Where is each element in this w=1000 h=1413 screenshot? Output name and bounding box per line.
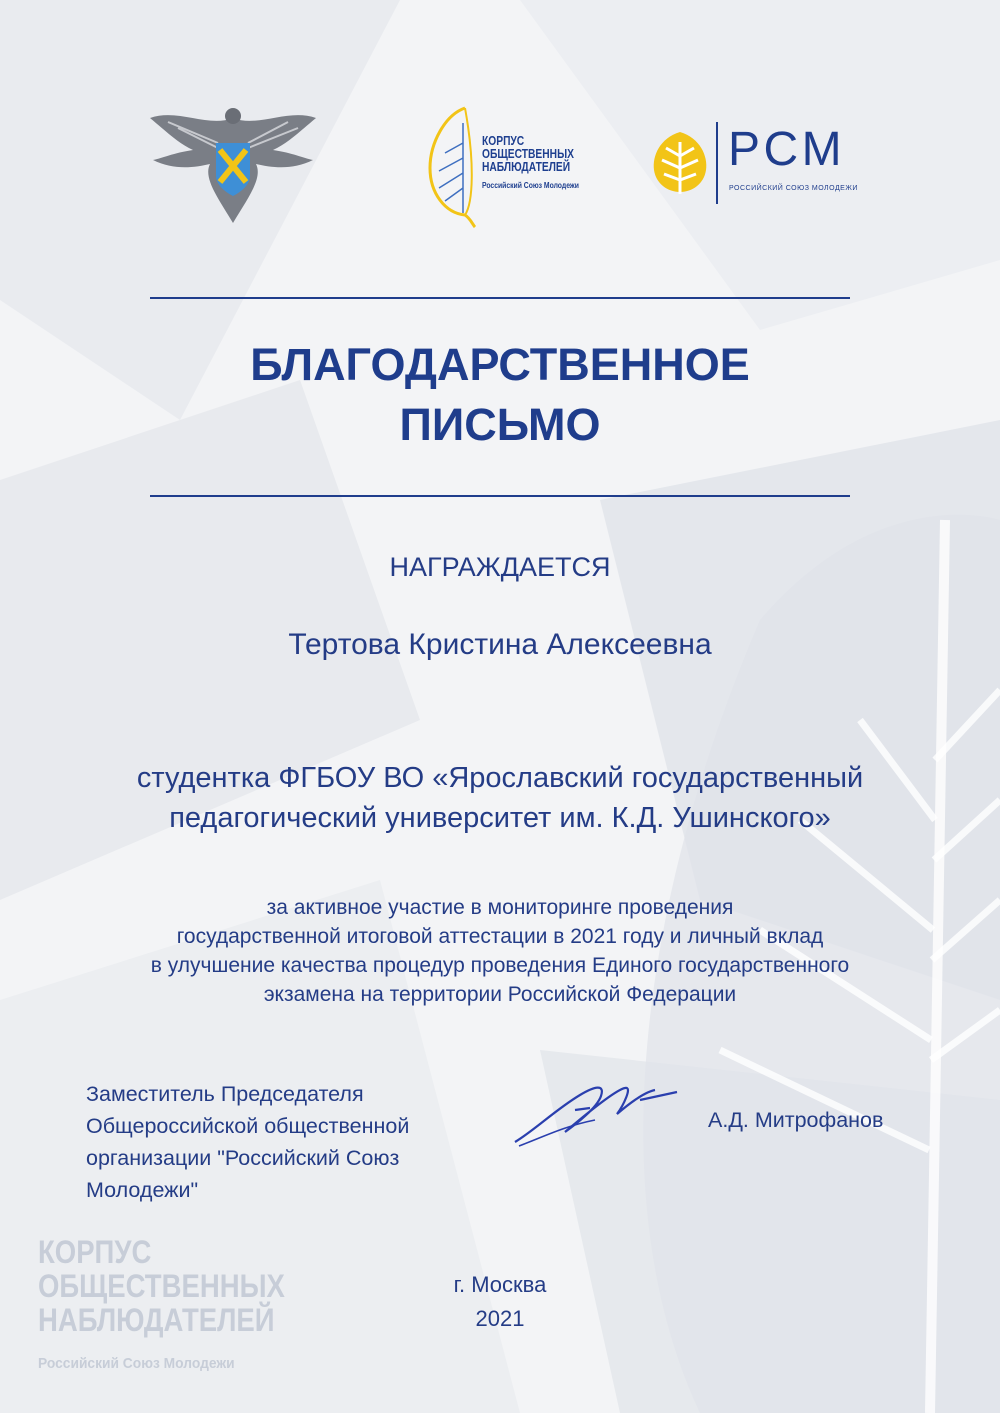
- korpus-logo: [425, 103, 595, 228]
- korpus-subtitle: Российский Союз Молодежи: [482, 181, 579, 190]
- watermark-line-2: ОБЩЕСТВЕННЫХ: [38, 1268, 285, 1304]
- page-title: [100, 335, 900, 455]
- signer-name: А.Д. Митрофанов: [708, 1108, 884, 1132]
- korpus-line-1: КОРПУС: [482, 134, 525, 148]
- city: г. Москва: [453, 1272, 547, 1297]
- bottom-divider: [150, 495, 850, 497]
- eagle-emblem-icon: [148, 98, 318, 228]
- awarded-label: НАГРАЖДАЕТСЯ: [389, 552, 611, 582]
- korpus-line-2: ОБЩЕСТВЕННЫХ: [482, 147, 574, 161]
- institution-line-1: студентка ФГБОУ ВО «Ярославский государственный: [136, 762, 864, 794]
- rsm-logo: [650, 122, 870, 207]
- year: 2021: [475, 1306, 525, 1331]
- rsm-name: РСМ: [728, 123, 846, 176]
- top-divider: [150, 297, 850, 299]
- reason-line-1: за активное участие в мониторинге проведения: [266, 896, 734, 919]
- reason-line-3: в улучшение качества процедур проведения Единого государственного: [150, 954, 850, 977]
- institution: [50, 758, 950, 838]
- institution-line-2: педагогический университет им. К.Д. Ушинского»: [169, 802, 831, 834]
- watermark-text: [38, 1235, 285, 1337]
- watermark-subtitle: Российский Союз Молодежи: [38, 1355, 235, 1372]
- reason-line-4: экзамена на территории Российской Федерации: [263, 983, 737, 1006]
- reason-text: [50, 893, 950, 1009]
- place-and-year: [400, 1268, 600, 1336]
- korpus-line-3: НАБЛЮДАТЕЛЕЙ: [482, 160, 571, 174]
- rsm-divider: [716, 122, 718, 204]
- signer-line-3: организации "Российский Союз: [86, 1146, 400, 1170]
- leaf-outline-icon: [425, 103, 485, 228]
- signer-line-4: Молодежи": [86, 1178, 199, 1202]
- watermark-line-1: КОРПУС: [38, 1234, 152, 1270]
- watermark-line-3: НАБЛЮДАТЕЛЕЙ: [38, 1302, 275, 1338]
- reason-line-2: государственной итоговой аттестации в 2021 году и личный вклад: [176, 925, 824, 948]
- rsm-subtitle: РОССИЙСКИЙ СОЮЗ МОЛОДЕЖИ: [729, 185, 858, 192]
- recipient-name: Тертова Кристина Алексеевна: [288, 628, 712, 661]
- signer-line-1: Заместитель Председателя: [86, 1082, 364, 1106]
- golden-leaf-icon: [650, 128, 710, 196]
- title-line-2: ПИСЬМО: [399, 399, 601, 450]
- signer-position: [86, 1078, 516, 1206]
- signer-line-2: Общероссийской общественной: [86, 1114, 410, 1138]
- signature-icon: [505, 1070, 680, 1155]
- title-line-1: БЛАГОДАРСТВЕННОЕ: [250, 339, 750, 390]
